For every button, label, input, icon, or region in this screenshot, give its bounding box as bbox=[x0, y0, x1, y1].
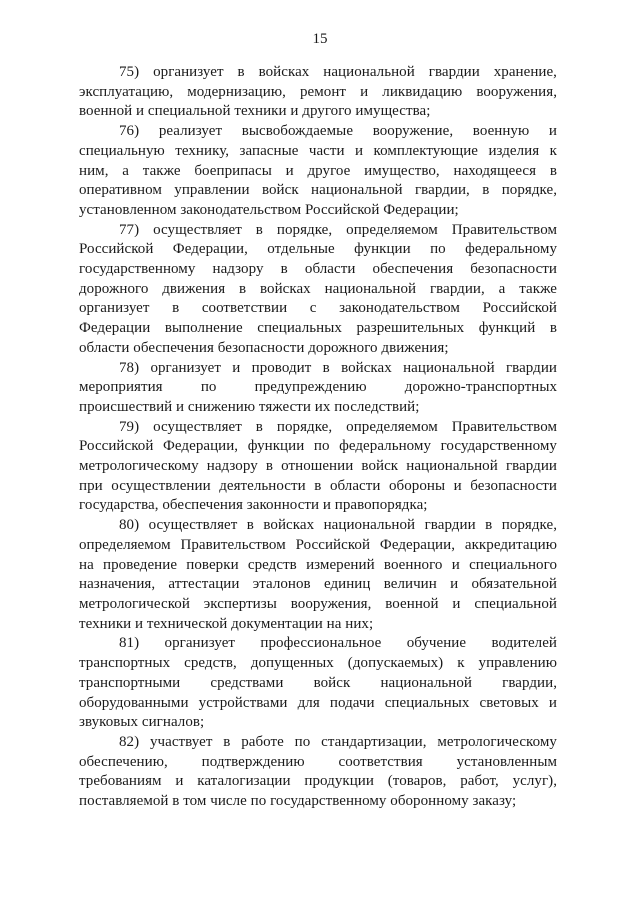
text-line: на проведение поверки средств измерений военного и специального bbox=[79, 556, 557, 573]
text-line: 79) осуществляет в порядке, определяемом Правительством bbox=[119, 418, 557, 435]
text-line: требованиям и каталогизации продукции (товаров, работ, услуг), bbox=[79, 773, 557, 790]
text-line: транспортных средств, допущенных (допускаемых) к управлению bbox=[79, 655, 557, 672]
paragraph-75 bbox=[79, 63, 557, 122]
text-line: оборудованными устройствами для подачи специальных световых и bbox=[79, 694, 557, 711]
text-line: при осуществлении деятельности в области обороны и безопасности bbox=[79, 477, 557, 494]
text-line: эксплуатацию, модернизацию, ремонт и ликвидацию вооружения, bbox=[79, 83, 557, 100]
text-line: определяемом Правительством Российской Федерации, аккредитацию bbox=[79, 536, 557, 553]
text-line: транспортными средствами войск национальной гвардии, bbox=[79, 674, 557, 691]
paragraph-81 bbox=[79, 634, 557, 733]
text-line: назначения, аттестации эталонов единиц величин и обязательной bbox=[79, 576, 557, 593]
text-line: дорожного движения в войсках национальной гвардии, а также bbox=[79, 280, 557, 297]
paragraph-77 bbox=[79, 221, 557, 359]
text-line: установленном законодательством Российской Федерации; bbox=[79, 201, 459, 218]
text-line: области обеспечения безопасности дорожного движения; bbox=[79, 339, 449, 356]
text-line: мероприятия по предупреждению дорожно-транспортных bbox=[79, 379, 557, 396]
text-line: 76) реализует высвобождаемые вооружение, военную и bbox=[119, 123, 557, 140]
text-line: специальную технику, запасные части и комплектующие изделия к bbox=[79, 142, 557, 159]
text-line: техники и технической документации на них; bbox=[79, 615, 374, 632]
text-line: 81) организует профессиональное обучение водителей bbox=[119, 635, 557, 652]
text-line: организует в соответствии с законодательством Российской bbox=[79, 300, 557, 317]
text-line: государства, обеспечения законности и правопорядка; bbox=[79, 497, 428, 514]
text-line: 77) осуществляет в порядке, определяемом Правительством bbox=[119, 221, 557, 238]
text-line: происшествий и снижению тяжести их последствий; bbox=[79, 398, 420, 415]
text-line: оперативном управлении войск национальной гвардии, в порядке, bbox=[79, 182, 557, 199]
text-line: 78) организует и проводит в войсках национальной гвардии bbox=[119, 359, 557, 376]
paragraph-78 bbox=[79, 359, 557, 418]
text-line: государственному надзору в области обеспечения безопасности bbox=[79, 261, 557, 278]
text-line: Российской Федерации, функции по федеральному государственному bbox=[79, 438, 557, 455]
text-line: метрологической экспертизы вооружения, военной и специальной bbox=[79, 595, 557, 612]
text-line: ним, а также боеприпасы и другое имущество, находящееся в bbox=[79, 162, 557, 179]
text-line: 82) участвует в работе по стандартизации, метрологическому bbox=[119, 733, 557, 750]
text-line: 75) организует в войсках национальной гвардии хранение, bbox=[119, 64, 557, 80]
paragraph-76 bbox=[79, 122, 557, 221]
text-line: Российской Федерации, отдельные функции по федеральному bbox=[79, 241, 557, 258]
text-line: Федерации выполнение специальных разрешительных функций в bbox=[79, 320, 557, 337]
text-line: метрологическому надзору в отношении войск национальной гвардии bbox=[79, 458, 557, 475]
text-line: 80) осуществляет в войсках национальной гвардии в порядке, bbox=[119, 517, 557, 534]
page-number: 15 bbox=[312, 31, 328, 47]
text-line: военной и специальной техники и другого имущества; bbox=[79, 103, 431, 120]
document-body bbox=[79, 63, 557, 812]
text-line: поставляемой в том числе по государственному оборонному заказу; bbox=[79, 793, 517, 810]
text-line: обеспечению, подтверждению соответствия установленным bbox=[79, 753, 557, 770]
paragraph-80 bbox=[79, 516, 557, 634]
paragraph-82 bbox=[79, 733, 557, 812]
paragraph-79 bbox=[79, 418, 557, 517]
text-line: звуковых сигналов; bbox=[79, 714, 205, 731]
